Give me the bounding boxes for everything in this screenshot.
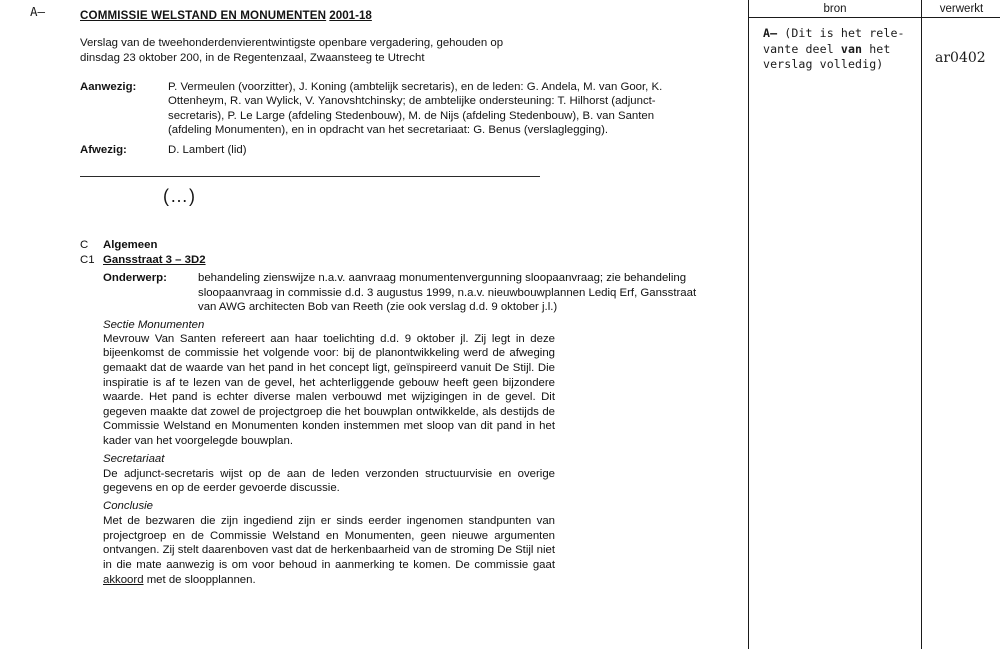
document-title-group — [80, 8, 680, 23]
annotation-note-line-2: vante deel van het — [763, 41, 891, 56]
document-number: 2001-18 — [329, 9, 372, 22]
annotation-note — [763, 26, 913, 73]
block-text-conclusie — [80, 514, 555, 587]
horizontal-divider — [80, 176, 540, 177]
page-title: COMMISSIE WELSTAND EN MONUMENTEN — [80, 9, 327, 22]
attendance-block — [80, 80, 680, 157]
annotation-column-header-bron: bron — [823, 3, 847, 15]
subject-row — [80, 271, 700, 314]
annotation-note-emphasis: van — [840, 41, 863, 56]
block-heading-secretariaat: Secretariaat — [103, 452, 165, 465]
attendance-absent-value: D. Lambert (lid) — [168, 144, 247, 157]
subject-text: behandeling zienswijze n.a.v. aanvraag monumentenvergunning sloopaanvraag; zie behandeling sloopaanvraag in commissie d.d. 3 augustus 1999, n.a.v. nieuwbouwplannen Lediq Erf, Gansstraat van AWG architecten Bob van Reeth (zie ook verslag d.d. 9 oktober j.l.) — [198, 272, 697, 314]
section-c1-letter: C1 — [80, 254, 95, 267]
margin-mark: A– — [30, 4, 46, 19]
annotation-note-line-3: verslag volledig) — [763, 57, 884, 71]
block-text-secretariaat: De adjunct-secretaris wijst op de aan de leden verzonden structuurvisie en overige gegevens en op de eerder gevoerde discussie. — [103, 467, 555, 495]
attendance-present-value: P. Vermeulen (voorzitter), J. Koning (ambtelijk secretaris), en de leden: G. Andela, M. van Goor, K. Ottenheym, R. van Wylick, V. Yanovshtchinsky; de ambtelijke ondersteuning: T. Hilhorst (adjunct-secretaris), P. Le Large (afdeling Stedenbouw), M. de Nijs (afdeling Stedenbouw), B. van Santen (afdeling Monumenten), en in opdracht van het secretariaat: G. Benus (verslaglegging). — [168, 81, 663, 136]
annotation-note-line-1: A– (Dit is het rele- — [763, 26, 905, 40]
annotation-note-mark: A– — [763, 26, 778, 40]
ellipsis-marker: (…) — [163, 186, 196, 206]
section-c1-heading-row — [80, 253, 700, 267]
subject-label: Onderwerp: — [103, 272, 167, 285]
conclusie-text-part2: met de sloopplannen. — [143, 573, 256, 586]
annotation-table-header-divider — [749, 17, 1000, 18]
meeting-intro-text: Verslag van de tweehonderdenvierentwintigste openbare vergadering, gehouden op dinsdag 23 oktober 200, in de Regentenzaal, Zwaansteeg te Utrecht — [80, 37, 504, 65]
section-c-title: Algemeen — [103, 239, 158, 251]
attendance-present-row — [80, 80, 680, 137]
annotation-column-header-verwerkt: verwerkt — [939, 3, 984, 15]
annotation-code: ar0402 — [935, 50, 986, 66]
annotation-table — [748, 0, 1000, 649]
conclusie-text-part1: Met de bezwaren die zijn ingediend zijn er sinds eerder ingenomen standpunten van projectgroep en de Commissie Welstand en Monumenten, geen nieuwe argumenten ontvangen. Zij stelt daarenboven vast dat de herkenbaarheid van de stroming De Stijl niet in die mate aanwezig is om voor behoud in aanmerking te komen. De commissie gaat — [103, 515, 555, 571]
conclusie-underlined-word: akkoord — [103, 573, 144, 586]
block-heading-conclusie: Conclusie — [103, 499, 154, 512]
section-c-letter: C — [80, 239, 89, 251]
block-heading-sectie-monumenten: Sectie Monumenten — [103, 318, 205, 331]
attendance-present-label: Aanwezig: — [80, 81, 137, 94]
attendance-absent-row — [80, 143, 680, 157]
document-body — [80, 8, 680, 157]
section-c1-title: Gansstraat 3 – 3D2 — [103, 254, 206, 267]
block-text-sectie-monumenten: Mevrouw Van Santen refereert aan haar toelichting d.d. 9 oktober jl. Zij legt in deze bijeenkomst de commissie het volgende voor: bij de planontwikkeling werd de afweging gemaakt dat de waarde van het pand in het concept ligt, geïnspireerd vanuit De Stijl. Die inspiratie is af te lezen van de gevel, het achterliggende gebouw heeft geen bijzondere waarde. Het pand is echter diverse malen verbouwd met wijzigingen in de gevel. Dit gegeven maakte dat zowel de projectgroep die het bouwplan ontwikkelde, als destijds de Commissie Welstand en Monumenten konden instemmen met sloop van dit pand in het kader van het voorgelegde bouwplan. — [103, 332, 555, 447]
section-c-heading-row — [80, 238, 700, 252]
annotation-table-column-divider — [921, 0, 922, 649]
attendance-absent-label: Afwezig: — [80, 144, 127, 157]
section-c — [80, 238, 700, 587]
